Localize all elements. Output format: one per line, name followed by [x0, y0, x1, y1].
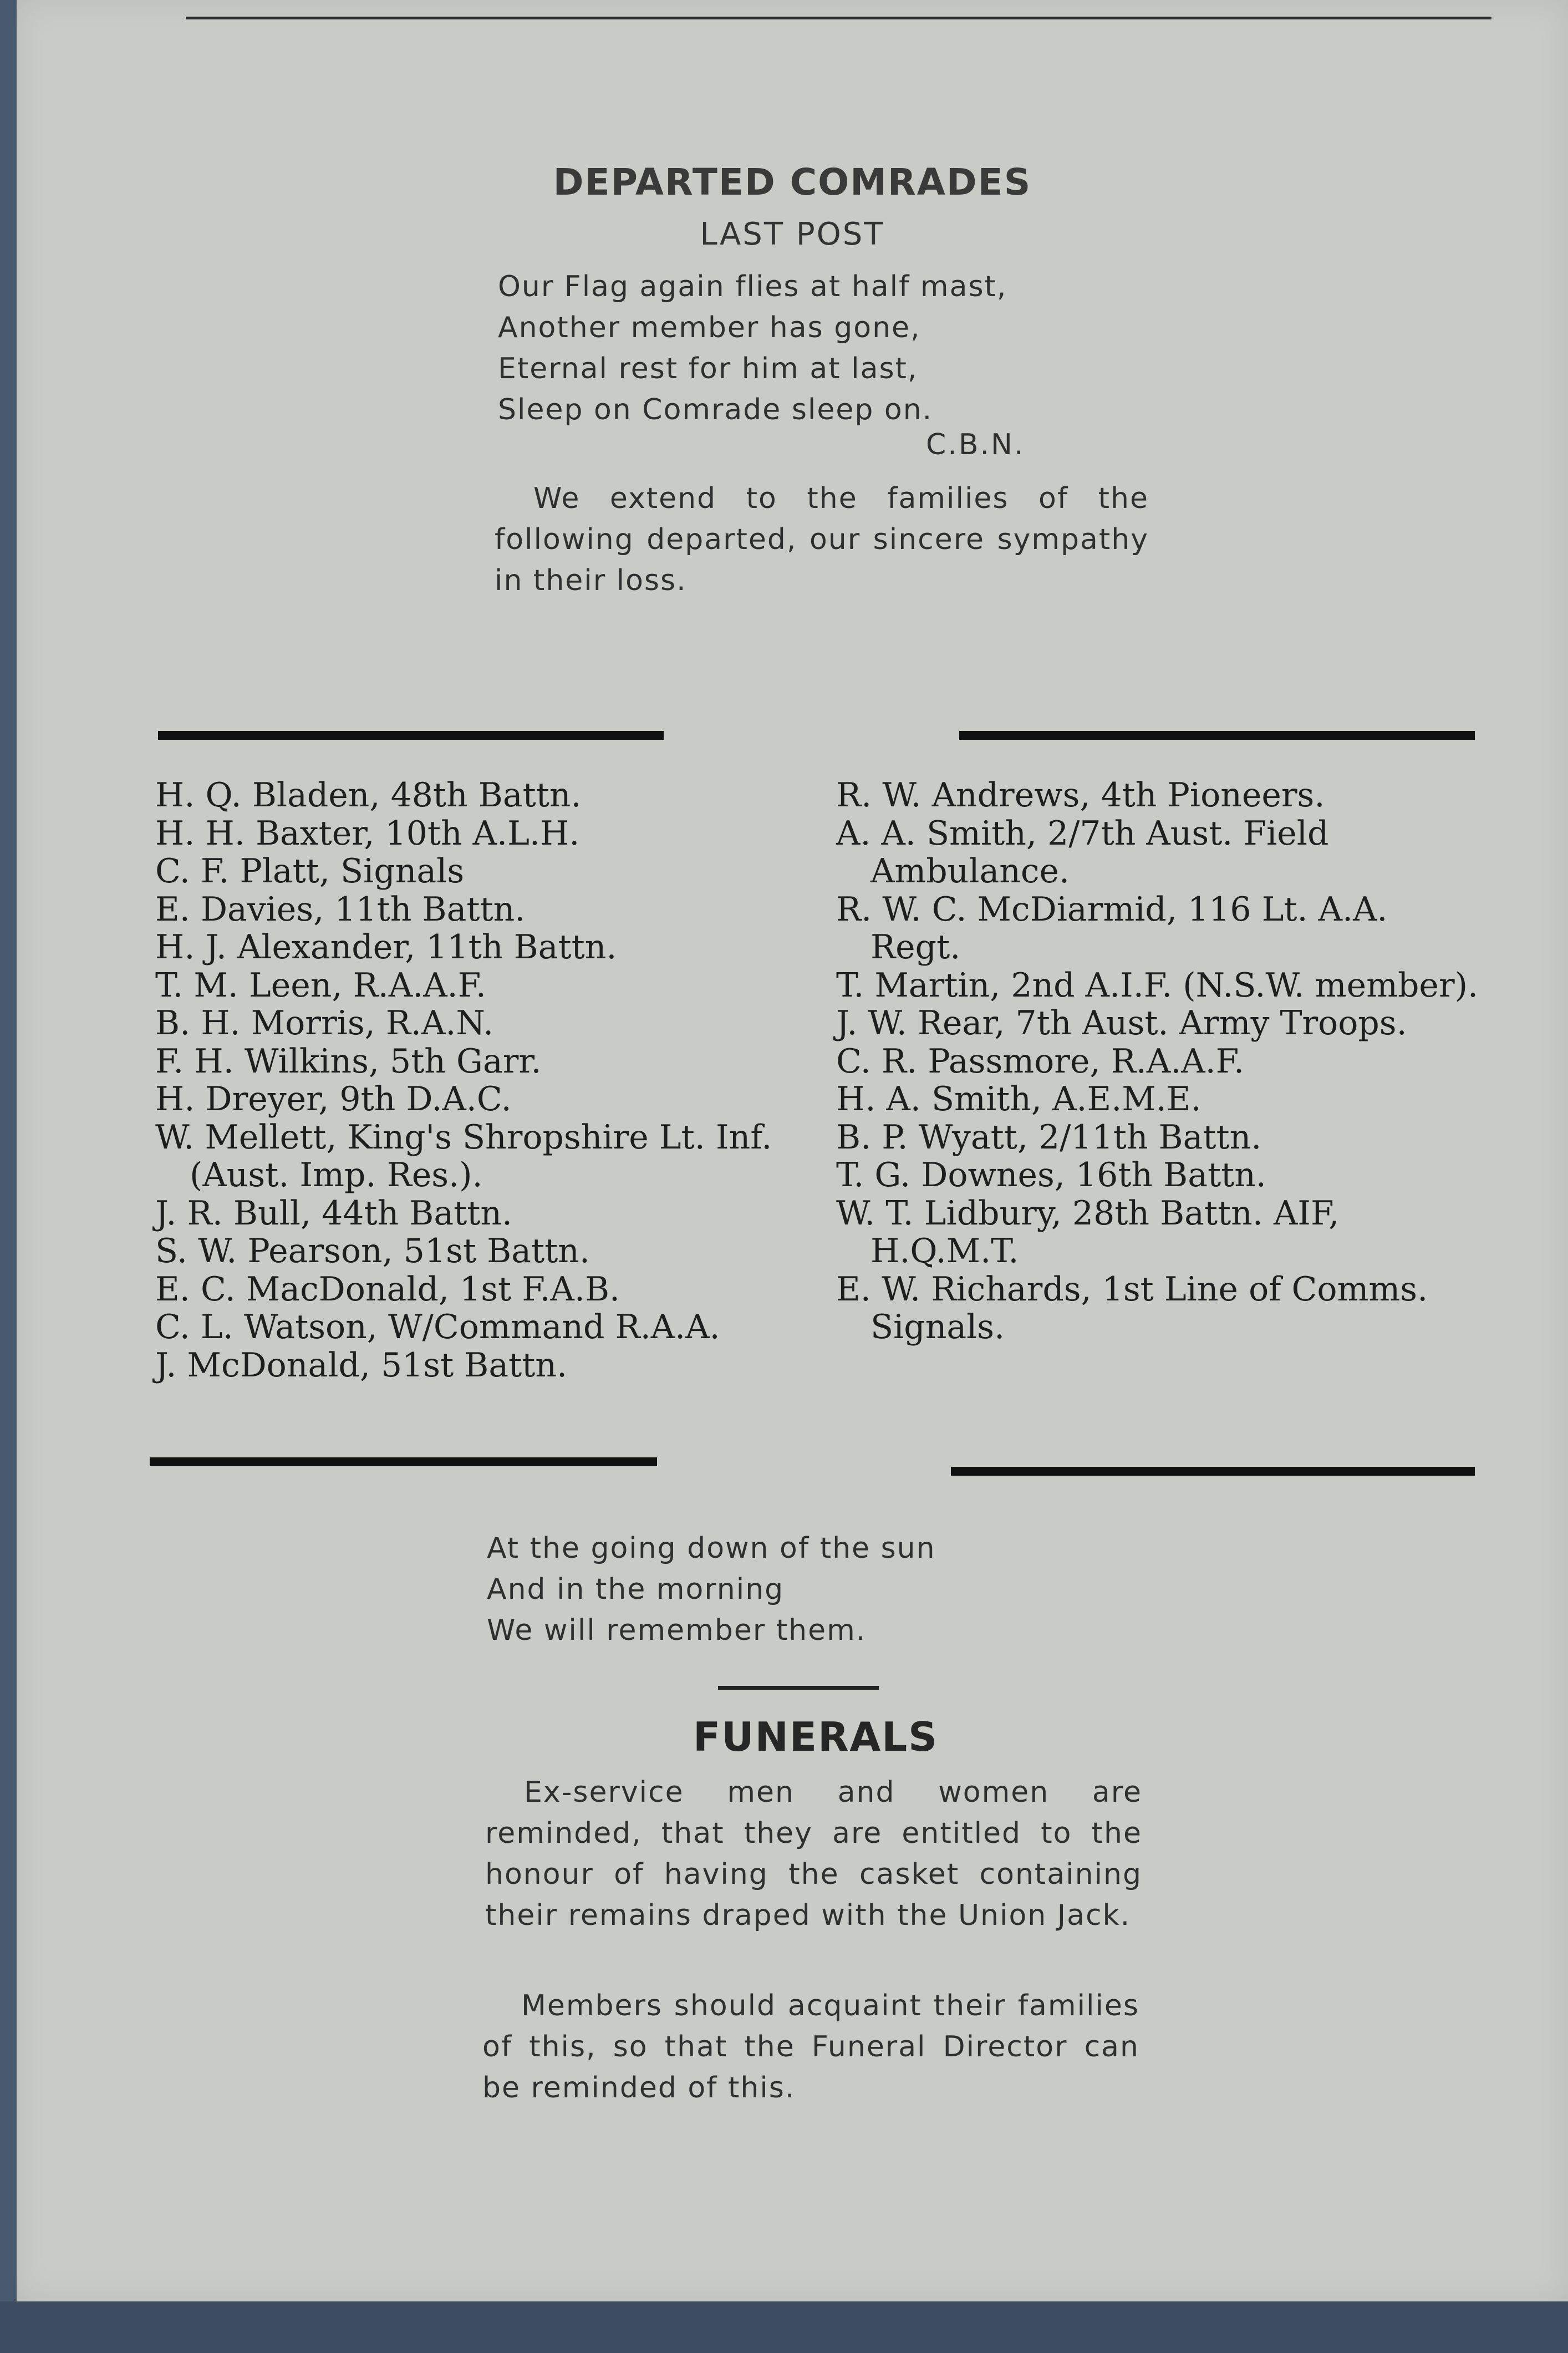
list-item: H. J. Alexander, 11th Battn.: [155, 928, 617, 967]
list-item: J. R. Bull, 44th Battn.: [155, 1193, 513, 1233]
funerals-paragraph-1: [485, 1772, 1142, 1936]
funerals-paragraph-2: [482, 1985, 1139, 2108]
ode-line: At the going down of the sun: [487, 1532, 936, 1565]
funerals-text-2: Members should acquaint their families of this, so that the Funeral Director can be reminded of this.: [482, 1989, 1139, 2105]
list-item: H. A. Smith, A.E.M.E.: [836, 1080, 1202, 1119]
list-item: B. H. Morris, R.A.N.: [155, 1004, 494, 1043]
funerals-heading: FUNERALS: [693, 1714, 938, 1760]
poem-line: Another member has gone,: [498, 311, 921, 344]
page-subtitle: LAST POST: [700, 216, 885, 252]
ode-line: We will remember them.: [487, 1614, 867, 1647]
right-divider-top: [959, 731, 1475, 740]
right-divider-bottom: [951, 1467, 1475, 1476]
list-item: E. W. Richards, 1st Line of Comms. Signals.: [836, 1269, 1428, 1346]
list-item: A. A. Smith, 2/7th Aust. Field Ambulance.: [836, 814, 1329, 891]
sympathy-text: We extend to the families of the following departed, our sincere sympathy in their loss.: [495, 482, 1149, 597]
header-rule: [186, 17, 1491, 19]
page-title: DEPARTED COMRADES: [553, 161, 1032, 204]
list-item: E. Davies, 11th Battn.: [155, 890, 526, 929]
list-item: F. H. Wilkins, 5th Garr.: [155, 1041, 542, 1081]
last-post-poem: [498, 266, 1163, 430]
list-item: H. Q. Bladen, 48th Battn.: [155, 776, 582, 815]
ode-line: And in the morning: [487, 1573, 785, 1606]
list-item: C. F. Platt, Signals: [155, 852, 465, 891]
section-divider: [718, 1686, 879, 1690]
background-surface: [0, 2301, 1568, 2353]
list-item: J. W. Rear, 7th Aust. Army Troops.: [836, 1004, 1407, 1043]
left-divider-top: [158, 731, 664, 740]
list-item: R. W. Andrews, 4th Pioneers.: [836, 776, 1325, 815]
list-item: W. T. Lidbury, 28th Battn. AIF, H.Q.M.T.: [836, 1193, 1340, 1270]
list-item: C. R. Passmore, R.A.A.F.: [836, 1041, 1245, 1081]
departed-list-right: [836, 776, 1485, 1346]
list-item: H. Dreyer, 9th D.A.C.: [155, 1080, 512, 1119]
list-item: C. L. Watson, W/Command R.A.A.: [155, 1308, 720, 1346]
list-item: E. C. MacDonald, 1st F.A.B.: [155, 1269, 620, 1309]
poem-line: Sleep on Comrade sleep on.: [498, 393, 933, 426]
list-item: T. G. Downes, 16th Battn.: [836, 1156, 1266, 1195]
list-item: S. W. Pearson, 51st Battn.: [155, 1232, 590, 1270]
list-item: B. P. Wyatt, 2/11th Battn.: [836, 1117, 1262, 1157]
ode-of-remembrance: [487, 1528, 1152, 1651]
journal-page: [17, 0, 1568, 2301]
list-item: T. M. Leen, R.A.A.F.: [155, 965, 486, 1005]
list-item: R. W. C. McDiarmid, 116 Lt. A.A. Regt.: [836, 890, 1388, 967]
poem-author-initials: C.B.N.: [926, 428, 1025, 461]
funerals-text-1: Ex-service men and women are reminded, that they are entitled to the honour of having the casket containing their remains draped with the Union Jack.: [485, 1776, 1142, 1932]
list-item: T. Martin, 2nd A.I.F. (N.S.W. member).: [836, 965, 1479, 1005]
left-divider-bottom: [150, 1457, 657, 1466]
list-item: H. H. Baxter, 10th A.L.H.: [155, 814, 580, 853]
poem-line: Our Flag again flies at half mast,: [498, 270, 1007, 303]
poem-line: Eternal rest for him at last,: [498, 352, 918, 385]
departed-list-left: [155, 776, 810, 1384]
list-item: J. McDonald, 51st Battn.: [155, 1345, 568, 1385]
sympathy-paragraph: [495, 478, 1149, 601]
list-item: W. Mellett, King's Shropshire Lt. Inf. (Aust. Imp. Res.).: [155, 1117, 772, 1195]
